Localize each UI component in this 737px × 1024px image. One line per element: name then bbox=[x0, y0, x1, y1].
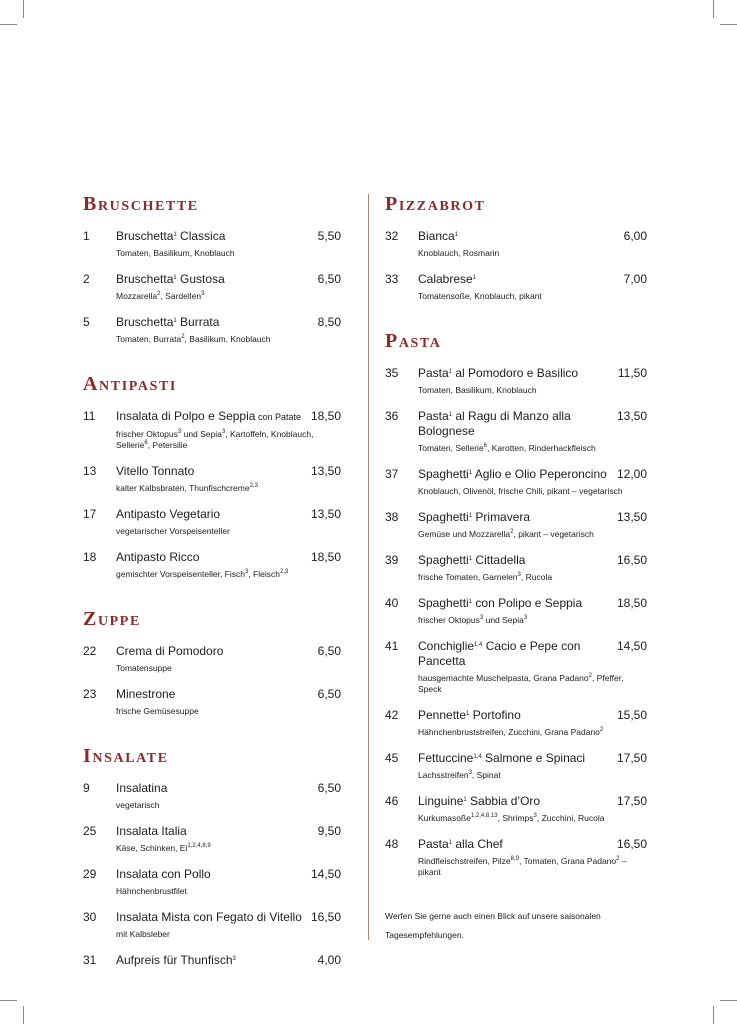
section-title: Zuppe bbox=[83, 608, 141, 630]
item-price: 12,00 bbox=[616, 467, 647, 481]
item-number: 11 bbox=[83, 409, 96, 423]
item-name: Fettuccine$^{1,4}$ Salmone e Spinaci bbox=[418, 751, 586, 765]
item-number: 46 bbox=[385, 794, 399, 808]
menu-item bbox=[83, 867, 341, 897]
allergen-footnote: 6 bbox=[483, 443, 488, 449]
allergen-footnote: 3 bbox=[479, 615, 484, 621]
item-name: Spaghetti$^1$ con Polipo e Seppia bbox=[418, 596, 583, 610]
item-number: 31 bbox=[83, 953, 97, 967]
item-description: Hähnchenbrustfilet bbox=[116, 886, 187, 896]
item-price: 16,50 bbox=[616, 837, 647, 851]
item-description: vegetarischer Vorspeisenteller bbox=[116, 526, 230, 536]
item-price: 18,50 bbox=[310, 550, 341, 564]
item-number: 2 bbox=[83, 272, 90, 286]
item-price: 13,50 bbox=[310, 464, 341, 478]
allergen-footnote: 1,4 bbox=[474, 642, 483, 648]
item-price: 18,50 bbox=[310, 409, 341, 423]
seasonal-note: Werfen Sie gerne auch einen Blick auf unsere saisonalen Tagesempfehlungen. bbox=[385, 911, 601, 940]
item-number: 36 bbox=[385, 409, 399, 423]
item-price: 14,50 bbox=[616, 639, 647, 653]
menu-section-bruschette bbox=[83, 193, 341, 345]
item-price: 16,50 bbox=[310, 910, 341, 924]
item-name: Spaghetti$^1$ Cittadella bbox=[418, 553, 526, 567]
allergen-footnote: 1 bbox=[468, 513, 473, 519]
menu-item bbox=[385, 794, 647, 824]
item-name: Bruschetta$^1$ Gustosa bbox=[116, 272, 225, 286]
item-number: 29 bbox=[83, 867, 97, 881]
allergen-footnote: 2,3 bbox=[249, 483, 258, 489]
allergen-footnote: 1 bbox=[454, 232, 459, 238]
item-number: 9 bbox=[83, 781, 90, 795]
menu-item bbox=[385, 272, 647, 302]
item-name: Insalata di Polpo e Seppia con Patate bbox=[116, 409, 301, 423]
item-name: Pasta$^1$ alla Chef bbox=[418, 837, 503, 851]
menu-item bbox=[385, 639, 647, 695]
menu-item bbox=[83, 507, 341, 537]
item-number: 45 bbox=[385, 751, 399, 765]
item-price: 6,00 bbox=[623, 229, 647, 243]
item-number: 18 bbox=[83, 550, 97, 564]
menu-item bbox=[83, 409, 341, 451]
crop-mark-top-left-v bbox=[23, 0, 24, 18]
item-number: 25 bbox=[83, 824, 97, 838]
allergen-footnote: 2 bbox=[181, 334, 185, 340]
menu-item bbox=[385, 366, 647, 396]
item-name: Insalata Mista con Fegato di Vitello bbox=[116, 910, 302, 924]
section-title: Pasta bbox=[385, 330, 442, 352]
item-number: 13 bbox=[83, 464, 97, 478]
allergen-footnote: 3 bbox=[232, 956, 236, 962]
allergen-footnote: 1 bbox=[173, 318, 177, 324]
item-description: Mozzarella$^2$, Sardellen$^3$ bbox=[116, 291, 205, 301]
item-name: Conchiglie$^{1,4}$ Cacio e Pepe con Pancetta bbox=[418, 639, 581, 668]
item-description: Tomaten, Basilikum, Knoblauch bbox=[116, 248, 235, 258]
allergen-footnote: 3 bbox=[523, 615, 528, 621]
item-description: hausgemachte Muschelpasta, Grana Padano$^2$, Pfeffer, Speck bbox=[418, 673, 624, 694]
allergen-footnote: 1 bbox=[466, 711, 470, 717]
item-name: Spaghetti$^1$ Aglio e Olio Peperoncino bbox=[418, 467, 607, 481]
item-number: 42 bbox=[385, 708, 399, 722]
menu-item bbox=[385, 409, 647, 454]
item-description: Tomaten, Basilikum, Knoblauch bbox=[418, 385, 537, 395]
item-name: Pennette$^1$ Portofino bbox=[418, 708, 521, 722]
item-number: 48 bbox=[385, 837, 399, 851]
item-number: 39 bbox=[385, 553, 399, 567]
item-number: 37 bbox=[385, 467, 399, 481]
menu-item bbox=[385, 229, 647, 259]
menu-item bbox=[83, 910, 341, 940]
item-number: 22 bbox=[83, 644, 97, 658]
item-price: 13,50 bbox=[616, 510, 647, 524]
item-number: 30 bbox=[83, 910, 97, 924]
menu-item bbox=[83, 550, 341, 580]
item-number: 17 bbox=[83, 507, 97, 521]
item-name: Pasta$^1$ al Ragu di Manzo alla Bolognese bbox=[418, 409, 571, 438]
allergen-footnote: 1 bbox=[468, 470, 473, 476]
allergen-footnote: 1 bbox=[448, 412, 453, 418]
item-description: Tomaten, Burrata$^2$, Basilikum, Knoblauch bbox=[116, 334, 271, 344]
menu-item bbox=[83, 272, 341, 302]
item-price: 11,50 bbox=[617, 366, 647, 380]
allergen-footnote: 3 bbox=[201, 291, 205, 297]
column-divider bbox=[368, 194, 369, 940]
item-price: 6,50 bbox=[317, 272, 341, 286]
item-number: 1 bbox=[83, 229, 90, 243]
item-price: 18,50 bbox=[616, 596, 647, 610]
crop-mark-top-right-h bbox=[720, 24, 737, 25]
allergen-footnote: 3 bbox=[517, 572, 521, 578]
item-description: frische Gemüsesuppe bbox=[116, 706, 199, 716]
item-price: 6,50 bbox=[317, 687, 341, 701]
menu-item bbox=[385, 751, 647, 781]
item-price: 6,50 bbox=[317, 644, 341, 658]
item-description: frischer Oktopus$^3$ und Sepia$^3$ bbox=[418, 615, 528, 625]
section-title: Insalate bbox=[83, 745, 169, 767]
item-number: 40 bbox=[385, 596, 399, 610]
allergen-footnote: 2 bbox=[157, 291, 161, 297]
item-name-suffix: con Patate bbox=[255, 412, 301, 422]
crop-mark-top-left-h bbox=[0, 24, 17, 25]
item-name: Crema di Pomodoro bbox=[116, 644, 224, 658]
item-number: 23 bbox=[83, 687, 97, 701]
item-price: 16,50 bbox=[616, 553, 647, 567]
item-name: Aufpreis für Thunfisch$^3$ bbox=[116, 953, 236, 967]
item-name: Spaghetti$^1$ Primavera bbox=[418, 510, 531, 524]
item-price: 5,50 bbox=[317, 229, 341, 243]
item-description: Tomaten, Sellerie$^6$, Karotten, Rinderhackfleisch bbox=[418, 443, 596, 453]
item-price: 13,50 bbox=[310, 507, 341, 521]
allergen-footnote: 3 bbox=[221, 429, 226, 435]
item-name: Bruschetta$^1$ Burrata bbox=[116, 315, 220, 329]
allergen-footnote: 1 bbox=[472, 275, 477, 281]
item-name: Antipasto Vegetario bbox=[116, 507, 221, 521]
menu-section-antipasti bbox=[83, 373, 341, 580]
menu-item bbox=[385, 708, 647, 738]
allergen-footnote: 1 bbox=[468, 556, 473, 562]
item-description: Käse, Schinken, Ei$^{1,2,4,8,9}$ bbox=[116, 843, 211, 853]
menu-item bbox=[385, 596, 647, 626]
crop-mark-top-right-v bbox=[713, 0, 714, 18]
item-name: Pasta$^1$ al Pomodoro e Basilico bbox=[418, 366, 579, 380]
item-description: Knoblauch, Olivenöl, frische Chili, pikant – vegetarisch bbox=[418, 486, 623, 496]
menu-item bbox=[385, 553, 647, 583]
item-price: 6,50 bbox=[317, 781, 341, 795]
item-number: 32 bbox=[385, 229, 399, 243]
item-number: 35 bbox=[385, 366, 399, 380]
item-name: Linguine$^1$ Sabbia d’Oro bbox=[418, 794, 541, 808]
item-number: 38 bbox=[385, 510, 399, 524]
section-title: Antipasti bbox=[83, 373, 177, 395]
menu-section-zuppe bbox=[83, 608, 341, 717]
item-description: frische Tomaten, Garnelen$^3$, Rucola bbox=[418, 572, 553, 582]
menu-item bbox=[83, 687, 341, 717]
item-description: Tomatensoße, Knoblauch, pikant bbox=[418, 291, 542, 301]
menu-item bbox=[83, 824, 341, 854]
menu-item bbox=[83, 229, 341, 259]
crop-mark-bottom-right-h bbox=[720, 1000, 737, 1001]
menu-item bbox=[83, 464, 341, 494]
crop-mark-bottom-right-v bbox=[713, 1006, 714, 1024]
item-number: 33 bbox=[385, 272, 399, 286]
item-price: 9,50 bbox=[317, 824, 341, 838]
item-price: 13,50 bbox=[616, 409, 647, 423]
item-number: 5 bbox=[83, 315, 90, 329]
item-description: vegetarisch bbox=[116, 800, 160, 810]
menu-item bbox=[83, 315, 341, 345]
menu-item bbox=[385, 837, 647, 878]
menu-item bbox=[83, 953, 341, 968]
allergen-footnote: 2 bbox=[599, 727, 604, 733]
item-description: mit Kalbsleber bbox=[116, 929, 170, 939]
item-number: 41 bbox=[385, 639, 399, 653]
item-description: Rindfleischstreifen, Pilze$^{8,9}$, Tomaten, Grana Padano$^2$ – pikant bbox=[418, 856, 627, 877]
item-description: frischer Oktopus$^3$ und Sepia$^3$, Kartoffeln, Knoblauch, Sellerie$^6$, Petersilie bbox=[116, 429, 314, 450]
allergen-footnote: 1 bbox=[448, 369, 453, 375]
allergen-footnote: 1 bbox=[448, 840, 453, 846]
allergen-footnote: 1,2,4,8,13 bbox=[470, 813, 498, 819]
item-description: Lachsstreifen$^3$, Spinat bbox=[418, 770, 501, 780]
crop-mark-bottom-left-h bbox=[0, 1000, 17, 1001]
item-price: 8,50 bbox=[317, 315, 341, 329]
allergen-footnote: 1,2,4,8,9 bbox=[187, 843, 211, 849]
section-title: Bruschette bbox=[83, 193, 199, 215]
item-description: gemischter Vorspeisenteller, Fisch$^3$, Fleisch$^{2,3}$ bbox=[116, 569, 289, 579]
item-price: 14,50 bbox=[310, 867, 341, 881]
item-price: 7,00 bbox=[623, 272, 647, 286]
item-description: Hähnchenbruststreifen, Zucchini, Grana Padano$^2$ bbox=[418, 727, 604, 737]
item-name: Insalatina bbox=[116, 781, 168, 795]
allergen-footnote: 3 bbox=[177, 429, 182, 435]
item-name: Antipasto Ricco bbox=[116, 550, 200, 564]
allergen-footnote: 8,9 bbox=[510, 856, 519, 862]
item-name: Calabrese$^1$ bbox=[418, 272, 477, 286]
menu-section-pizzabrot bbox=[385, 193, 647, 302]
item-name: Bianca$^1$ bbox=[418, 229, 459, 243]
allergen-footnote: 6 bbox=[144, 440, 148, 446]
item-description: Tomatensuppe bbox=[116, 663, 172, 673]
menu-item bbox=[385, 510, 647, 540]
allergen-footnote: 3 bbox=[468, 770, 472, 776]
item-name: Minestrone bbox=[116, 687, 176, 701]
menu-item bbox=[385, 467, 647, 497]
allergen-footnote: 1 bbox=[173, 232, 177, 238]
item-description: Kurkumasoße$^{1,2,4,8,13}$, Shrimps$^3$, Zucchini, Rucola bbox=[418, 813, 605, 823]
section-title: Pizzabrot bbox=[385, 193, 486, 215]
allergen-footnote: 1 bbox=[463, 797, 467, 803]
allergen-footnote: 1,4 bbox=[473, 754, 482, 760]
item-name: Vitello Tonnato bbox=[116, 464, 195, 478]
menu-item bbox=[83, 781, 341, 811]
menu-left-column bbox=[83, 193, 341, 996]
menu-section-insalate bbox=[83, 745, 341, 968]
allergen-footnote: 3 bbox=[533, 813, 537, 819]
menu-item bbox=[83, 644, 341, 674]
item-description: kalter Kalbsbraten, Thunfischcreme$^{2,3}$ bbox=[116, 483, 258, 493]
allergen-footnote: 3 bbox=[244, 569, 249, 575]
item-description: Gemüse und Mozzarella$^2$, pikant – vegetarisch bbox=[418, 529, 594, 539]
item-price: 4,00 bbox=[317, 953, 341, 967]
allergen-footnote: 2 bbox=[510, 529, 514, 535]
item-description: Knoblauch, Rosmarin bbox=[418, 248, 500, 258]
crop-mark-bottom-left-v bbox=[23, 1006, 24, 1024]
menu-right-column bbox=[385, 193, 647, 906]
item-name: Insalata Italia bbox=[116, 824, 187, 838]
allergen-footnote: 2 bbox=[616, 856, 620, 862]
allergen-footnote: 1 bbox=[468, 599, 473, 605]
item-price: 15,50 bbox=[616, 708, 647, 722]
item-price: 17,50 bbox=[616, 751, 647, 765]
menu-section-pasta bbox=[385, 330, 647, 878]
allergen-footnote: 2 bbox=[588, 673, 592, 679]
item-name: Insalata con Pollo bbox=[116, 867, 211, 881]
item-name: Bruschetta$^1$ Classica bbox=[116, 229, 226, 243]
item-price: 17,50 bbox=[616, 794, 647, 808]
allergen-footnote: 1 bbox=[173, 275, 177, 281]
allergen-footnote: 2,3 bbox=[279, 569, 289, 575]
